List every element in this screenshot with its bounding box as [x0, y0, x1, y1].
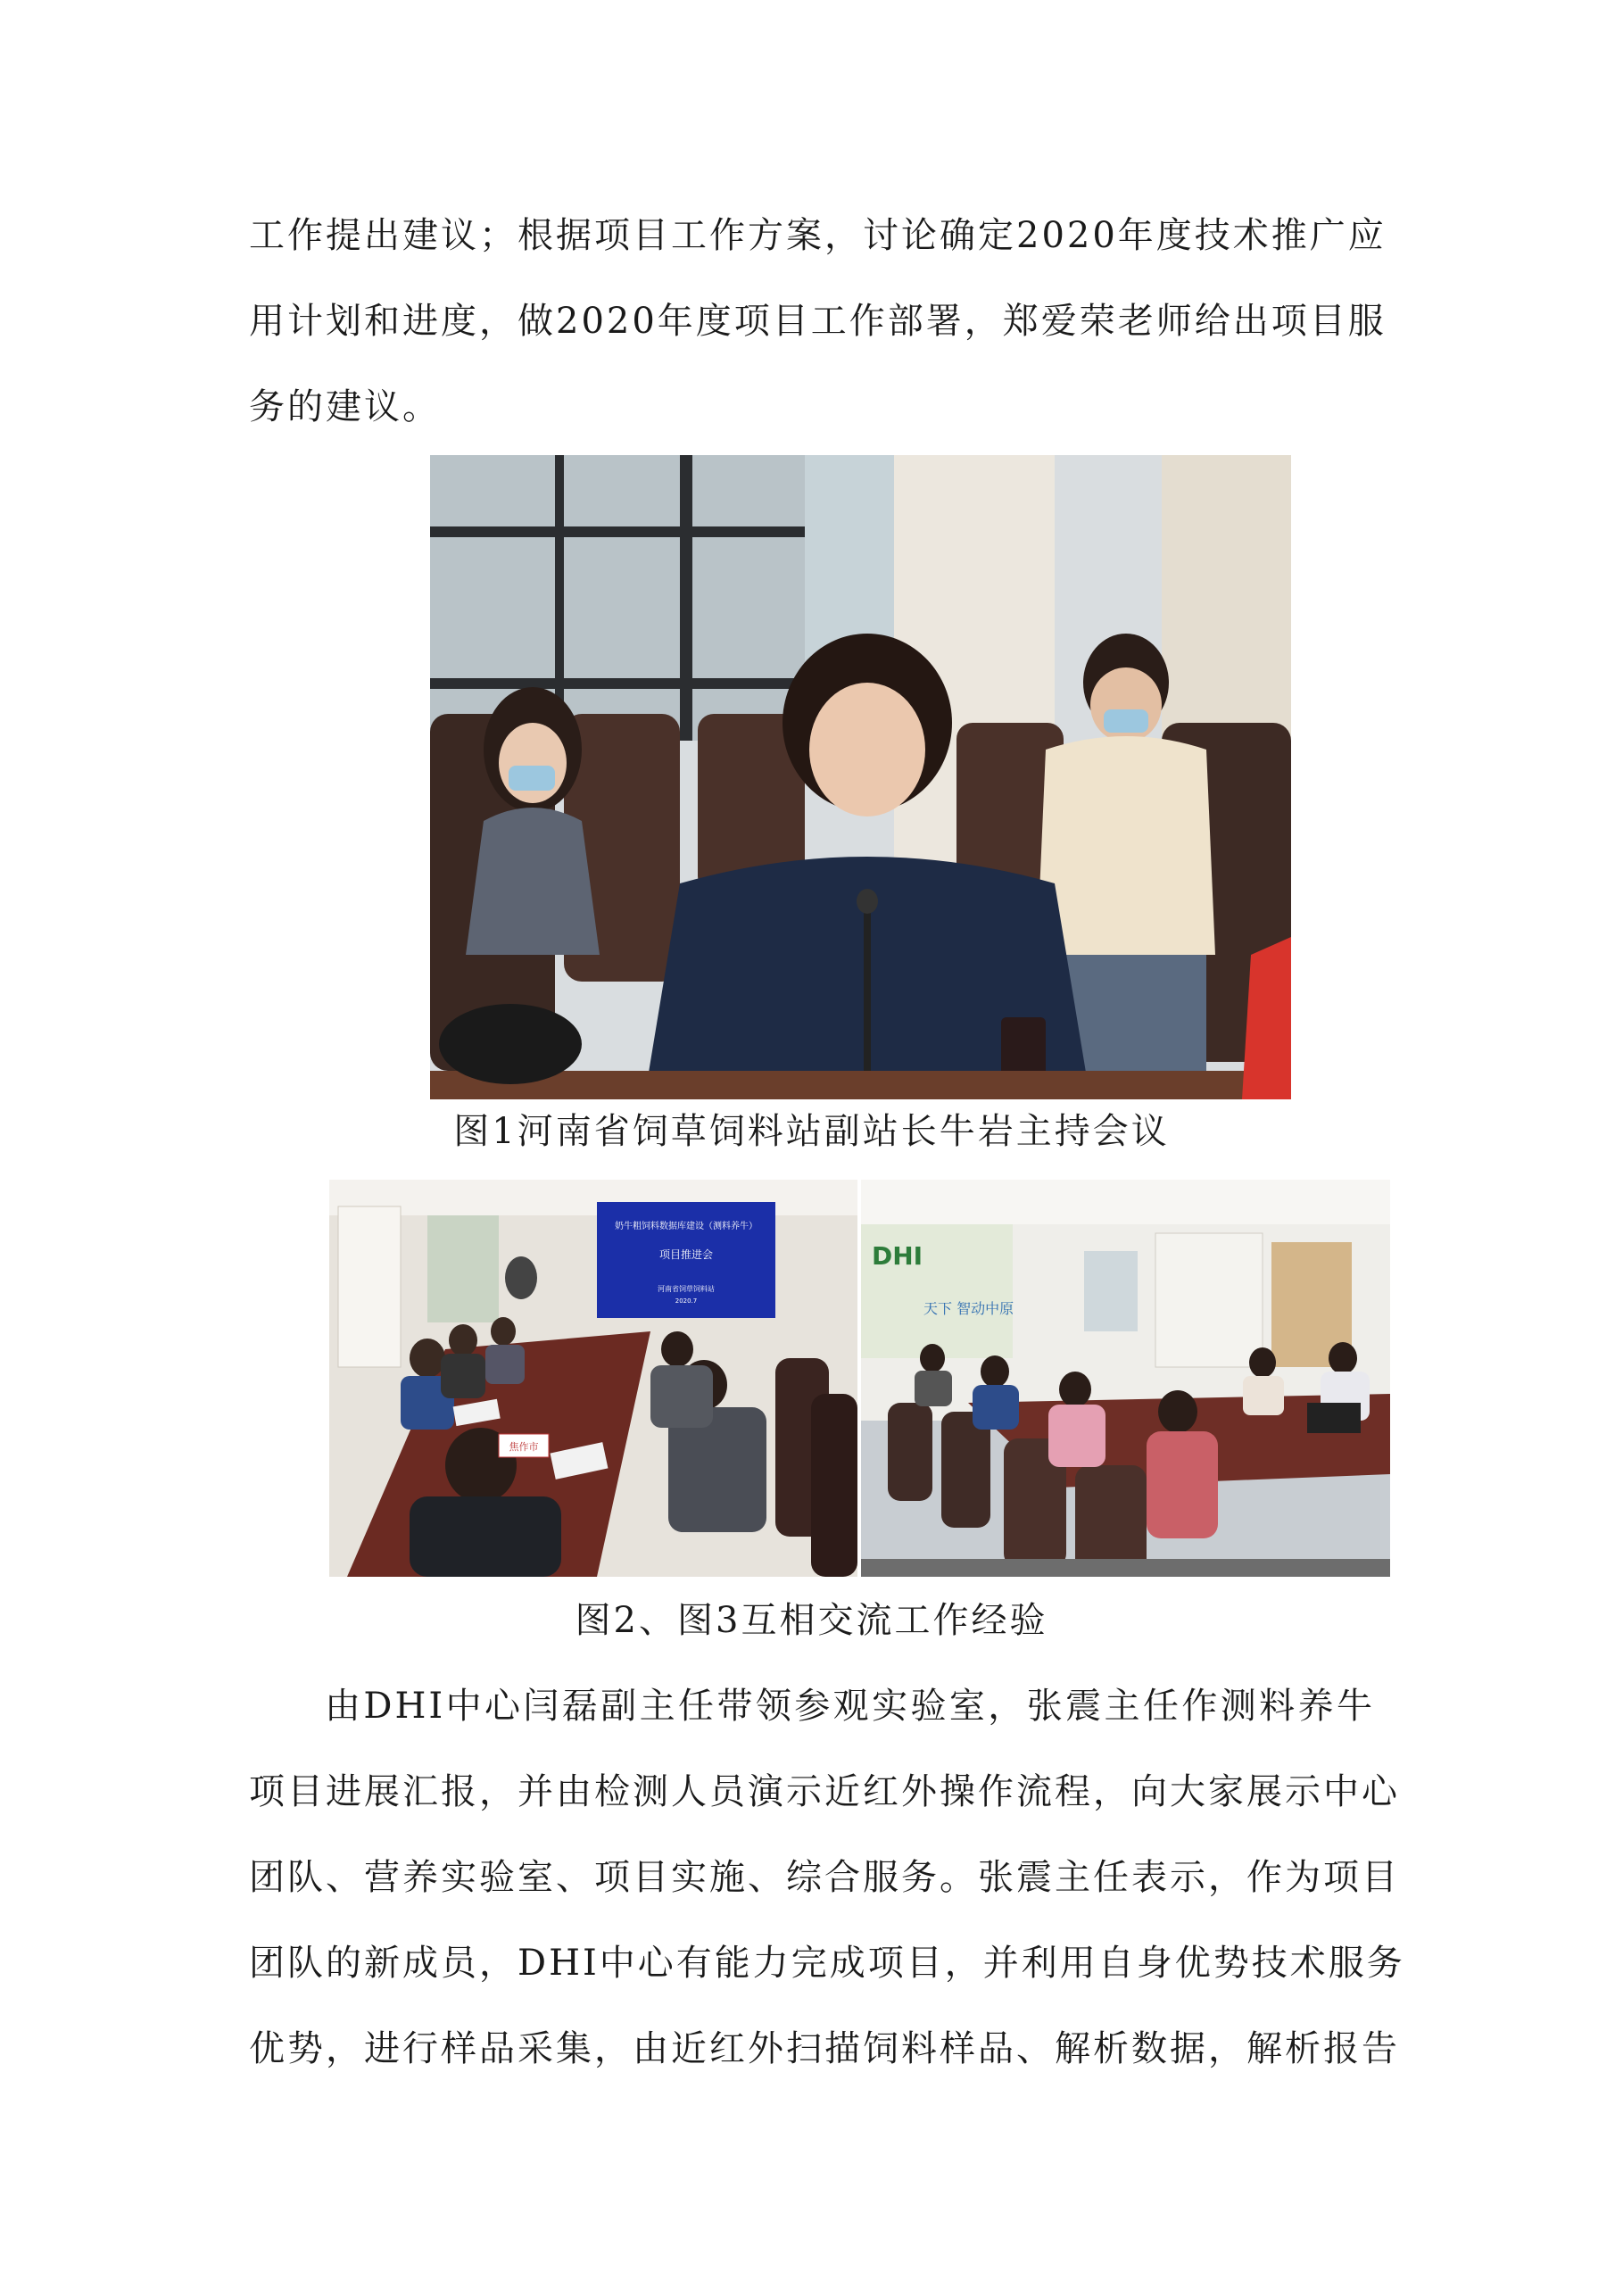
dhi-logo: DHI	[872, 1241, 923, 1271]
paragraph-line: 项目进展汇报，并由检测人员演示近红外操作流程，向大家展示中心	[249, 1771, 1400, 1812]
screen-title: 奶牛粗饲料数据库建设（测料养牛）	[615, 1222, 758, 1231]
paragraph-line: 务的建议。	[249, 386, 441, 427]
paragraph-line: 优势，进行样品采集，由近红外扫描饲料样品、解析数据，解析报告	[249, 2028, 1400, 2069]
wall-slogan: 天下 智动中原	[923, 1300, 1014, 1317]
figure-1-photo	[430, 455, 1291, 1099]
figure-3-photo	[861, 1180, 1390, 1577]
figure-1-caption: 图1河南省饲草饲料站副站长牛岩主持会议	[453, 1111, 1170, 1152]
name-card-label: 焦作市	[509, 1441, 539, 1453]
figure-2-3-caption: 图2、图3互相交流工作经验	[575, 1600, 1048, 1641]
screen-date: 2020.7	[675, 1297, 698, 1305]
paragraph-line: 由DHI中心闫磊副主任带领参观实验室，张震主任作测料养牛	[325, 1686, 1375, 1727]
paragraph-line: 用计划和进度，做2020年度项目工作部署，郑爱荣老师给出项目服	[249, 301, 1387, 342]
paragraph-line: 团队的新成员，DHI中心有能力完成项目，并利用自身优势技术服务	[249, 1943, 1405, 1984]
paragraph-line: 团队、营养实验室、项目实施、综合服务。张震主任表示，作为项目	[249, 1857, 1400, 1898]
figure-2-photo	[329, 1180, 857, 1577]
screen-organizer: 河南省饲草饲料站	[658, 1285, 715, 1293]
screen-subtitle: 项目推进会	[658, 1248, 714, 1261]
paragraph-line: 工作提出建议；根据项目工作方案，讨论确定2020年度技术推广应	[249, 215, 1387, 256]
